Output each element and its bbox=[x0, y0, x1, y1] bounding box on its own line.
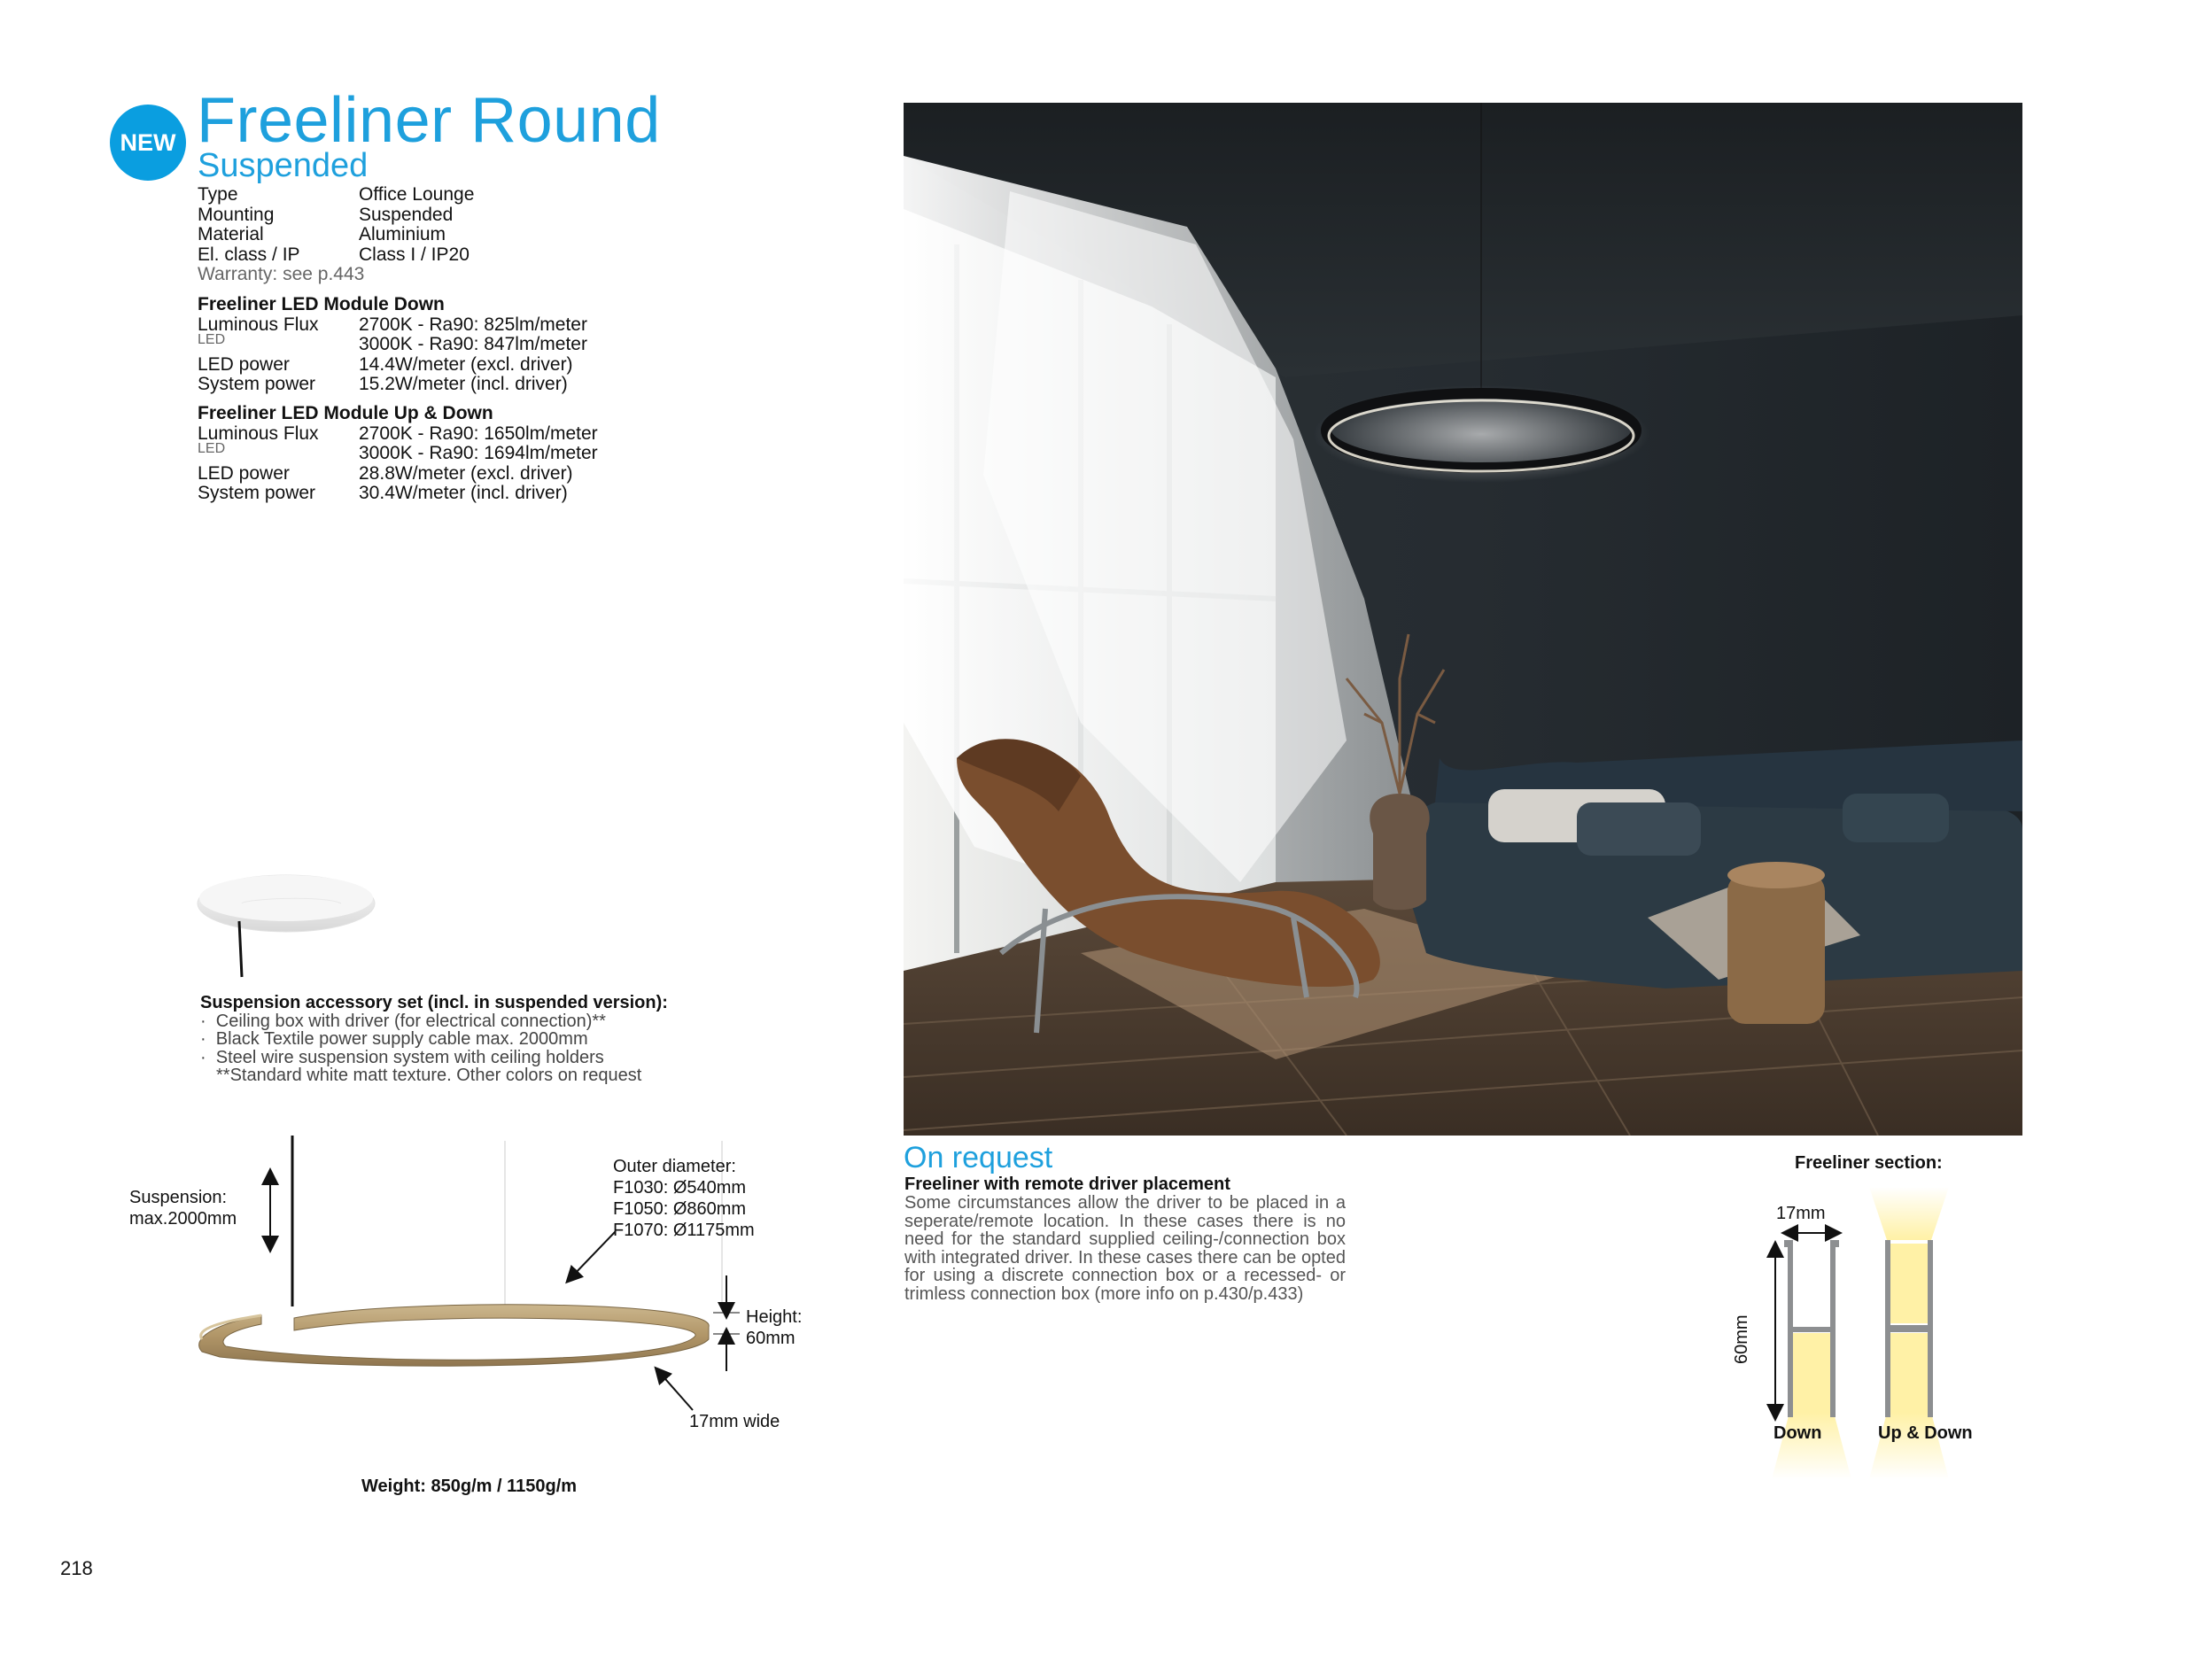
spec-row bbox=[198, 185, 474, 205]
accessory-note: **Standard white matt texture. Other colors on request bbox=[216, 1066, 642, 1085]
spec-value: Class I / IP20 bbox=[359, 244, 470, 265]
accessory-item-text: Black Textile power supply cable max. 2000mm bbox=[215, 1029, 588, 1049]
outer-diameter-line: F1050: Ø860mm bbox=[613, 1199, 747, 1219]
weight-label: Weight: 850g/m / 1150g/m bbox=[361, 1477, 578, 1496]
outer-diameter-line: F1070: Ø1175mm bbox=[613, 1221, 755, 1240]
module-updown-specs bbox=[198, 404, 598, 504]
spec-value: 15.2W/meter (incl. driver) bbox=[359, 374, 568, 394]
spec-key: System power bbox=[198, 483, 316, 503]
flux-sub-label: LED bbox=[198, 331, 226, 347]
accessory-heading: Suspension accessory set (incl. in suspended version): bbox=[200, 993, 668, 1012]
module-down-heading: Freeliner LED Module Down bbox=[198, 294, 445, 314]
suspension-label-line: Suspension: bbox=[129, 1188, 228, 1207]
spec-value: Suspended bbox=[359, 204, 454, 225]
section-down-label: Down bbox=[1773, 1423, 1822, 1443]
section-width-label: 17mm bbox=[1776, 1204, 1826, 1223]
spec-key: Material bbox=[198, 224, 264, 244]
accessory-item: · Steel wire suspension system with ceiling holders bbox=[200, 1047, 604, 1067]
flux-label bbox=[198, 315, 359, 355]
spec-key: LED power bbox=[198, 353, 290, 375]
spec-value: Aluminium bbox=[359, 224, 446, 244]
system-power-row bbox=[198, 375, 587, 395]
spec-row bbox=[198, 245, 474, 266]
accessory-set bbox=[200, 994, 668, 1085]
ceiling-box-illustration bbox=[190, 868, 385, 983]
flux-value: 3000K - Ra90: 847lm/meter bbox=[359, 334, 587, 354]
outer-diameter-line: Outer diameter: bbox=[613, 1157, 736, 1176]
flux-value: 2700K - Ra90: 825lm/meter bbox=[359, 314, 587, 335]
section-height-label: 60mm bbox=[1732, 1314, 1751, 1364]
section-updown-label: Up & Down bbox=[1878, 1423, 1973, 1443]
spec-key: El. class / IP bbox=[198, 244, 300, 265]
page-number: 218 bbox=[60, 1557, 93, 1579]
flux-label-text: Luminous Flux bbox=[198, 423, 319, 444]
flux-label bbox=[198, 424, 359, 464]
spec-row bbox=[198, 205, 474, 226]
led-power-row bbox=[198, 355, 587, 376]
general-specs bbox=[198, 185, 474, 285]
outer-diameter-line: F1030: Ø540mm bbox=[613, 1178, 747, 1198]
new-badge: NEW bbox=[110, 105, 186, 181]
ring-dimension-drawing bbox=[106, 1134, 904, 1453]
height-label-line: 60mm bbox=[746, 1329, 796, 1348]
flux-row bbox=[198, 315, 587, 355]
product-title: Freeliner Round bbox=[197, 85, 661, 156]
product-subtitle: Suspended bbox=[198, 147, 369, 184]
height-label-line: Height: bbox=[746, 1307, 803, 1327]
spec-value: 30.4W/meter (incl. driver) bbox=[359, 483, 568, 503]
on-request-body: Some circumstances allow the driver to be placed in a seperate/remote location. In these cases there is no need for the standard supplied ceiling-/connection box with integrated driver. In these cases there can be opted for using a discrete connection box or a recessed- or trimless connection box (more info on p.430/p.433) bbox=[904, 1193, 1346, 1304]
spec-key: Type bbox=[198, 184, 238, 205]
flux-values bbox=[359, 315, 587, 355]
suspension-label bbox=[129, 1187, 237, 1229]
accessory-item-text: Ceiling box with driver (for electrical connection)** bbox=[215, 1011, 606, 1031]
suspension-label-line: max.2000mm bbox=[129, 1209, 237, 1229]
accessory-item: · Black Textile power supply cable max. 2000mm bbox=[200, 1029, 588, 1049]
spec-value: 14.4W/meter (excl. driver) bbox=[359, 353, 573, 375]
module-down-specs bbox=[198, 295, 587, 395]
flux-value: 3000K - Ra90: 1694lm/meter bbox=[359, 443, 598, 463]
flux-label-text: Luminous Flux bbox=[198, 314, 319, 335]
flux-values bbox=[359, 424, 598, 464]
spec-key: System power bbox=[198, 374, 316, 394]
spec-key: Mounting bbox=[198, 204, 275, 225]
interior-photo bbox=[904, 103, 2022, 1136]
led-power-row bbox=[198, 464, 598, 485]
flux-row bbox=[198, 424, 598, 464]
accessory-item-text: Steel wire suspension system with ceiling holders bbox=[215, 1047, 604, 1067]
interior-photo-illustration bbox=[904, 103, 2022, 1136]
wide-label: 17mm wide bbox=[689, 1412, 780, 1431]
module-updown-heading: Freeliner LED Module Up & Down bbox=[198, 403, 493, 423]
flux-value: 2700K - Ra90: 1650lm/meter bbox=[359, 423, 598, 444]
height-label bbox=[746, 1306, 802, 1349]
system-power-row bbox=[198, 484, 598, 504]
warranty-note: Warranty: see p.443 bbox=[198, 264, 365, 284]
flux-sub-label: LED bbox=[198, 440, 226, 456]
spec-row bbox=[198, 225, 474, 245]
section-title: Freeliner section: bbox=[1795, 1153, 1943, 1173]
spec-key: LED power bbox=[198, 462, 290, 484]
freeliner-section-drawing bbox=[1736, 1187, 1993, 1497]
on-request-title: On request bbox=[904, 1141, 1053, 1174]
on-request-heading: Freeliner with remote driver placement bbox=[904, 1174, 1230, 1194]
outer-diameter-label bbox=[613, 1156, 755, 1241]
accessory-item: · Ceiling box with driver (for electrical connection)** bbox=[200, 1011, 606, 1031]
spec-value: Office Lounge bbox=[359, 184, 475, 205]
spec-value: 28.8W/meter (excl. driver) bbox=[359, 462, 573, 484]
